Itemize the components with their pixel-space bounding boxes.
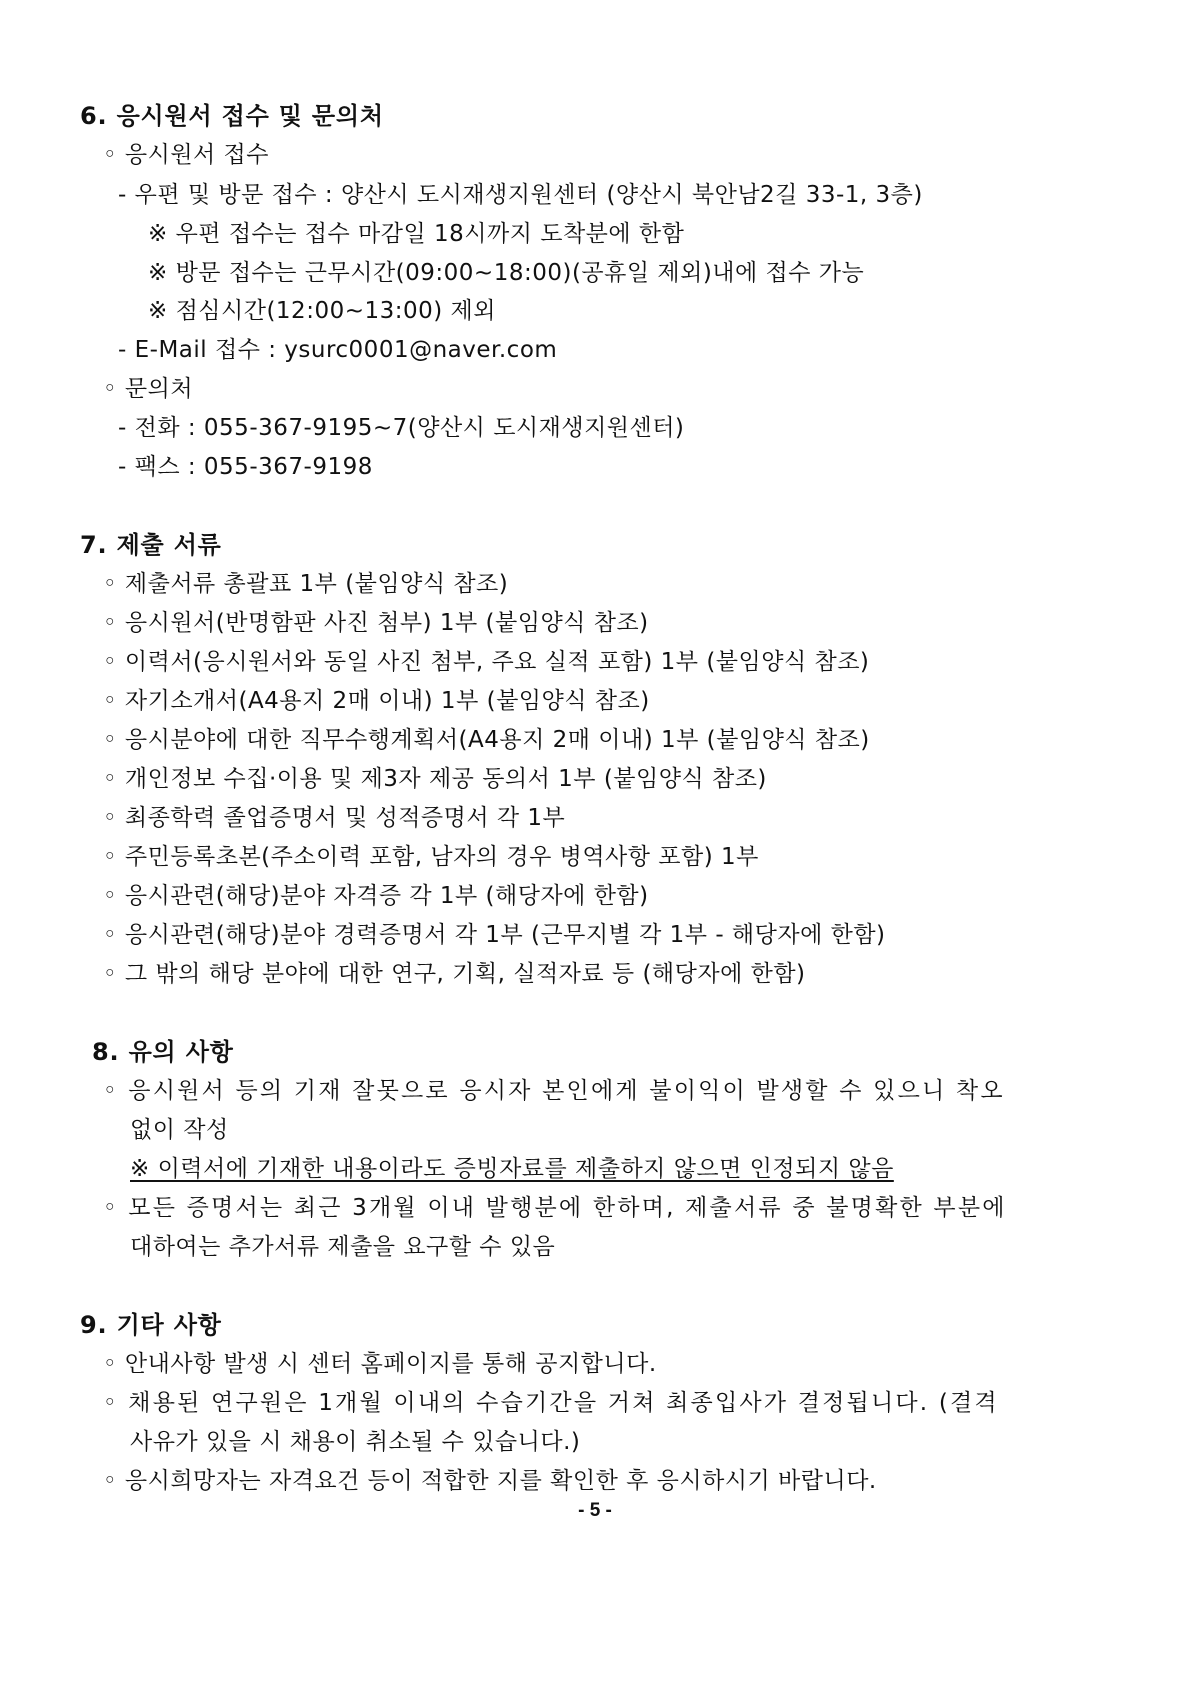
inquiry-label: ◦ 문의처: [103, 376, 194, 402]
page-number: - 5 -: [578, 1500, 612, 1521]
document-item: ◦ 응시분야에 대한 직무수행계획서(A4용지 2매 이내) 1부 (붙임양식 참조): [103, 727, 870, 753]
document-item: ◦ 이력서(응시원서와 동일 사진 첨부, 주요 실적 포함) 1부 (붙임양식 참조): [103, 649, 870, 675]
section8-title: 8. 유의 사항: [92, 1038, 234, 1066]
etc-item-3: ◦ 응시희망자는 자격요건 등이 적합한 지를 확인한 후 응시하시기 바랍니다.: [103, 1468, 877, 1494]
document-item: ◦ 그 밖의 해당 분야에 대한 연구, 기획, 실적자료 등 (해당자에 한함): [103, 961, 806, 987]
document-item: ◦ 응시원서(반명함판 사진 첨부) 1부 (붙임양식 참조): [103, 610, 649, 636]
caution-item-2-line1: ◦ 모든 증명서는 최근 3개월 이내 발행분에 한하며, 제출서류 중 불명확한 부분에: [103, 1195, 1007, 1221]
inquiry-fax: - 팩스 : 055-367-9198: [118, 454, 373, 480]
etc-item-2-line2: 사유가 있을 시 채용이 취소될 수 있습니다.): [130, 1429, 581, 1455]
receipt-label: ◦ 응시원서 접수: [103, 142, 269, 168]
document-item: ◦ 응시관련(해당)분야 자격증 각 1부 (해당자에 한함): [103, 883, 649, 909]
caution-item-1-line1: ◦ 응시원서 등의 기재 잘못으로 응시자 본인에게 불이익이 발생할 수 있으니 착오: [103, 1078, 1005, 1104]
section9-title: 9. 기타 사항: [80, 1311, 222, 1339]
caution-item-1-line2: 없이 작성: [130, 1117, 229, 1143]
note-lunch-time: ※ 점심시간(12:00~13:00) 제외: [148, 298, 496, 324]
document-item: ◦ 제출서류 총괄표 1부 (붙임양식 참조): [103, 571, 509, 597]
etc-item-2-line1: ◦ 채용된 연구원은 1개월 이내의 수습기간을 거쳐 최종입사가 결정됩니다. (결격: [103, 1390, 999, 1416]
document-item: ◦ 개인정보 수집·이용 및 제3자 제공 동의서 1부 (붙임양식 참조): [103, 766, 767, 792]
caution-note: ※ 이력서에 기재한 내용이라도 증빙자료를 제출하지 않으면 인정되지 않음: [130, 1156, 894, 1182]
email-receipt: - E-Mail 접수 : ysurc0001@naver.com: [118, 337, 558, 363]
note-post-deadline: ※ 우편 접수는 접수 마감일 18시까지 도착분에 한함: [148, 221, 685, 247]
document-item: ◦ 최종학력 졸업증명서 및 성적증명서 각 1부: [103, 805, 566, 831]
post-visit-receipt: - 우편 및 방문 접수 : 양산시 도시재생지원센터 (양산시 북안남2길 33-1, 3층): [118, 182, 923, 208]
inquiry-phone: - 전화 : 055-367-9195~7(양산시 도시재생지원센터): [118, 415, 685, 441]
document-item: ◦ 자기소개서(A4용지 2매 이내) 1부 (붙임양식 참조): [103, 688, 650, 714]
caution-item-2-line2: 대하여는 추가서류 제출을 요구할 수 있음: [130, 1234, 556, 1260]
section7-title: 7. 제출 서류: [80, 531, 222, 559]
etc-item-1: ◦ 안내사항 발생 시 센터 홈페이지를 통해 공지합니다.: [103, 1351, 657, 1377]
document-item: ◦ 응시관련(해당)분야 경력증명서 각 1부 (근무지별 각 1부 - 해당자에 한함): [103, 922, 886, 948]
note-visit-hours: ※ 방문 접수는 근무시간(09:00~18:00)(공휴일 제외)내에 접수 가능: [148, 260, 865, 286]
section6-title: 6. 응시원서 접수 및 문의처: [80, 102, 384, 130]
document-item: ◦ 주민등록초본(주소이력 포함, 남자의 경우 병역사항 포함) 1부: [103, 844, 759, 870]
